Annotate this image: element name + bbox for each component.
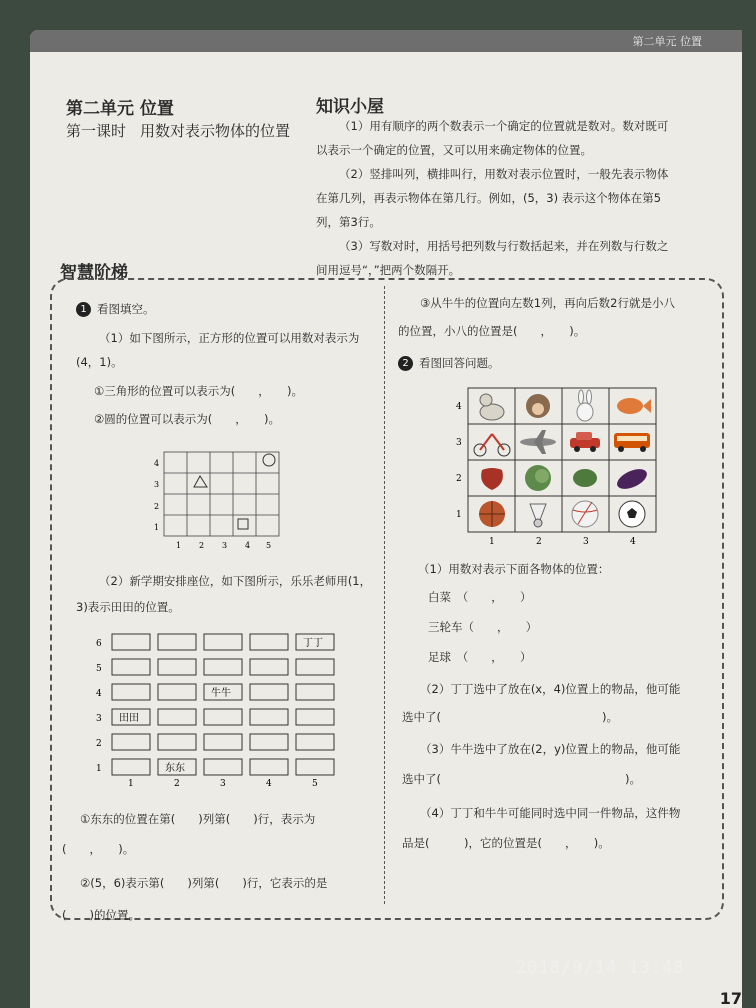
pic-ytick: 4 <box>456 402 462 412</box>
q2-item-cabbage: 白菜 （ ， ） <box>428 590 532 604</box>
bus-icon <box>614 433 650 452</box>
pic-ytick: 2 <box>456 474 462 484</box>
grid-ytick: 4 <box>154 459 160 468</box>
fish-icon <box>617 398 651 414</box>
bell-pepper-icon <box>481 468 503 490</box>
basketball-icon <box>479 501 505 527</box>
shuttlecock-icon <box>530 504 546 527</box>
pic-xtick: 4 <box>630 537 636 546</box>
header-unit-tag: 第二单元 位置 <box>632 35 702 48</box>
triangle-shape <box>194 476 207 487</box>
seat-ytick: 1 <box>96 764 102 774</box>
q2-sub4-a: （4）丁丁和牛牛可能同时选中同一件物品，这件物 <box>420 806 681 820</box>
unit-title: 第二单元 位置 <box>66 99 174 119</box>
seat-xtick: 5 <box>312 779 318 786</box>
knowledge-body <box>316 114 676 282</box>
q2-sub1: （1）用数对表示下面各物体的位置： <box>418 562 610 576</box>
airplane-icon <box>520 430 556 454</box>
lesson-title <box>66 120 306 142</box>
pic-xtick: 1 <box>489 537 495 546</box>
seat-ytick: 2 <box>96 739 102 749</box>
football-icon <box>619 501 645 527</box>
seat-ytick: 4 <box>96 689 102 699</box>
q1-part1-intro: （1）如下图所示，正方形的位置可以用数对表示为(4，1)。 <box>76 331 360 369</box>
seat-tiantian: 田田 <box>119 713 139 724</box>
q2-title: 看图回答问题。 <box>419 356 500 370</box>
car-icon <box>570 432 600 452</box>
seat-dingding: 丁丁 <box>303 638 323 649</box>
q2-item-tricycle: 三轮车（ ， ） <box>428 620 538 634</box>
q1-part1-a: ①三角形的位置可以表示为( ， )。 <box>94 384 304 398</box>
q1-part2-b2: ( )的位置。 <box>62 908 140 922</box>
page-header-bar <box>30 30 742 52</box>
grid-xtick: 2 <box>199 541 205 550</box>
rabbit-icon <box>577 390 593 421</box>
monkey-icon <box>526 394 550 418</box>
pic-ytick: 1 <box>456 510 462 520</box>
q1-part2-intro: （2）新学期安排座位，如下图所示，乐乐老师用(1，3)表示田田的位置。 <box>76 574 372 614</box>
q2-item-football: 足球 （ ， ） <box>428 650 532 664</box>
seat-xtick: 1 <box>128 779 134 786</box>
grid-ytick: 2 <box>154 502 160 511</box>
q1-title: 看图填空。 <box>97 302 155 316</box>
lesson-label: 第一课时 <box>66 122 127 140</box>
section-title: 智慧阶梯 <box>60 263 128 283</box>
q1-part2-a2: ( ， )。 <box>62 842 135 856</box>
object-picture-grid <box>450 386 660 546</box>
photo-timestamp: 2018/9/14 13:48 <box>516 958 685 978</box>
q1-part-c2: 的位置，小八的位置是( ， )。 <box>398 324 586 338</box>
eggplant-icon <box>614 465 650 493</box>
grid-ytick: 3 <box>154 480 160 489</box>
grid-xtick: 3 <box>222 541 228 550</box>
seat-dongdong: 东东 <box>165 763 185 774</box>
knowledge-p3: （3）写数对时，用括号把列数与行数括起来，并在列数与行数之间用逗号“，”把两个数隔开。 <box>316 239 669 277</box>
q2-sub2-b: 选中了( )。 <box>402 710 618 724</box>
shape-grid-lines <box>164 452 279 536</box>
knowledge-title: 知识小屋 <box>316 97 384 117</box>
q2-sub3-b: 选中了( )。 <box>402 772 641 786</box>
knowledge-p1: （1）用有顺序的两个数表示一个确定的位置就是数对。数对既可以表示一个确定的位置，又可以用来确定物体的位置。 <box>316 119 669 157</box>
grid-xtick: 1 <box>176 541 182 550</box>
circle-shape <box>263 454 275 466</box>
grid-xtick: 5 <box>266 541 272 550</box>
q1-part1-b: ②圆的位置可以表示为( ， )。 <box>94 412 281 426</box>
seat-xtick: 4 <box>266 779 272 786</box>
grid-xtick: 4 <box>245 541 251 550</box>
q2-sub2-a: （2）丁丁选中了放在(x，4)位置上的物品，他可能 <box>420 682 681 696</box>
q1-part-c1: ③从牛牛的位置向左数1列，再向后数2行就是小八 <box>420 296 675 310</box>
q2-sub3-a: （3）牛牛选中了放在(2，y)位置上的物品，他可能 <box>420 742 681 756</box>
pic-xtick: 3 <box>583 537 589 546</box>
volleyball-icon <box>572 501 598 527</box>
seat-ytick: 6 <box>96 639 102 649</box>
q2-heading <box>398 354 500 372</box>
page-number: 17 <box>719 989 742 1008</box>
leaf-vegetable-icon <box>573 469 597 487</box>
tricycle-icon <box>474 434 510 456</box>
q1-part2-b1: ②(5，6)表示第( )列第( )行，它表示的是 <box>80 876 328 890</box>
seat-boxes <box>112 634 334 775</box>
cabbage-icon <box>525 465 551 491</box>
q2-sub4-b: 品是( )，它的位置是( ， )。 <box>402 836 610 850</box>
q1-heading <box>76 300 155 318</box>
shape-grid <box>150 450 290 554</box>
seat-ytick: 5 <box>96 664 102 674</box>
square-shape <box>238 519 248 529</box>
seating-chart <box>88 630 358 786</box>
knowledge-p2: （2）竖排叫列，横排叫行，用数对表示位置时，一般先表示物体在第几列，再表示物体在第几行。例如，(5，3) 表示这个物体在第5列，第3行。 <box>316 167 669 229</box>
q2-number: 2 <box>398 356 413 371</box>
pic-ytick: 3 <box>456 438 462 448</box>
lesson-name: 用数对表示物体的位置 <box>140 122 291 140</box>
seat-xtick: 2 <box>174 779 180 786</box>
column-divider <box>384 286 385 904</box>
grid-ytick: 1 <box>154 523 160 532</box>
q1-part2-a1: ①东东的位置在第( )列第( )行，表示为 <box>80 812 316 826</box>
duck-icon <box>480 394 504 420</box>
seat-ytick: 3 <box>96 714 102 724</box>
q1-number: 1 <box>76 302 91 317</box>
seat-xtick: 3 <box>220 779 226 786</box>
pic-xtick: 2 <box>536 537 542 546</box>
seat-niuniu: 牛牛 <box>211 688 231 699</box>
